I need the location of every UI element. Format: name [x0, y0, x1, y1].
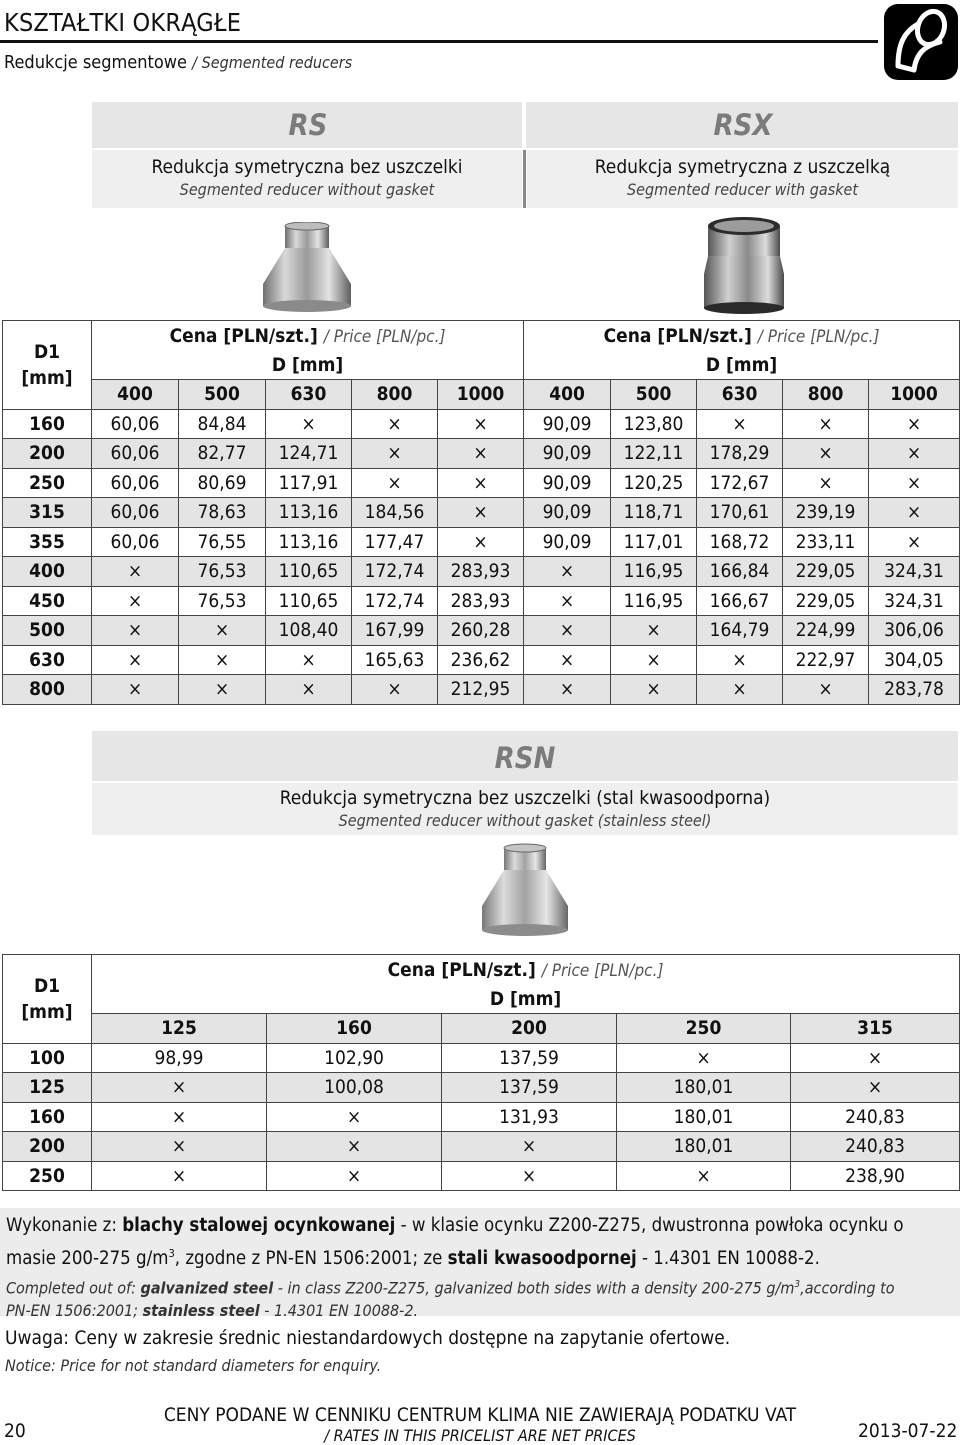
price-cell-rsx: 166,67	[697, 586, 783, 616]
column-header-rsx-1000: 1000	[869, 380, 960, 410]
price-cell-rsn: 180,01	[617, 1132, 791, 1162]
price-cell-rsx: ×	[524, 557, 611, 587]
price-cell-rsn: ×	[442, 1132, 617, 1162]
price-cell-rsn: ×	[92, 1161, 267, 1191]
d1-header-rsn	[3, 955, 92, 1044]
price-cell-rsx: ×	[697, 675, 783, 705]
price-cell-rsx: ×	[611, 675, 697, 705]
price-cell-rs: 108,40	[266, 616, 352, 646]
row-d1: 250	[3, 468, 92, 498]
price-cell-rsx: ×	[697, 645, 783, 675]
title-divider	[0, 40, 878, 43]
product-desc-rsn	[92, 783, 958, 835]
price-cell-rsx: 229,05	[783, 557, 869, 587]
price-cell-rs: 212,95	[438, 675, 524, 705]
price-cell-rs: ×	[266, 409, 352, 439]
footer-main: CENY PODANE W CENNIKU CENTRUM KLIMA NIE ZAWIERAJĄ PODATKU VAT	[163, 1404, 797, 1426]
price-header-rsn	[92, 955, 960, 985]
price-cell-rs: 60,06	[92, 439, 179, 469]
table-row	[3, 498, 960, 528]
row-d1: 400	[3, 557, 92, 587]
price-cell-rsn: ×	[791, 1073, 960, 1103]
price-cell-rsx: ×	[524, 675, 611, 705]
price-cell-rs: ×	[438, 498, 524, 528]
price-cell-rsx: 90,09	[524, 409, 611, 439]
product-desc-rs	[92, 150, 522, 208]
row-d1: 125	[3, 1073, 92, 1103]
price-cell-rsn: ×	[267, 1102, 442, 1132]
price-cell-rs: 283,93	[438, 557, 524, 587]
price-label-rs-en: / Price [PLN/pc.]	[323, 326, 446, 347]
d1-label-rsn: D1	[33, 974, 61, 997]
price-cell-rs: ×	[92, 586, 179, 616]
price-cell-rs: ×	[352, 675, 438, 705]
price-cell-rsx: ×	[783, 468, 869, 498]
price-cell-rs: 113,16	[266, 498, 352, 528]
price-label-rsx: Cena [PLN/szt.]	[603, 324, 752, 347]
footer-sub: / RATES IN THIS PRICELIST ARE NET PRICES	[324, 1426, 636, 1445]
reducer-rsn-image	[474, 842, 576, 940]
price-cell-rs: ×	[352, 439, 438, 469]
column-header-rsn-200: 200	[442, 1014, 617, 1044]
row-d1: 160	[3, 1102, 92, 1132]
table-row	[3, 675, 960, 705]
price-cell-rsx: ×	[869, 527, 960, 557]
price-cell-rsx: ×	[524, 586, 611, 616]
price-cell-rs: 165,63	[352, 645, 438, 675]
price-cell-rs: 260,28	[438, 616, 524, 646]
price-cell-rs: 76,55	[179, 527, 266, 557]
column-header-rs-800: 800	[352, 380, 438, 410]
price-cell-rs: 76,53	[179, 557, 266, 587]
price-header-rsx	[524, 321, 960, 351]
material-en-part7: - 1.4301 EN 10088-2.	[259, 1301, 419, 1321]
d1-header	[3, 321, 92, 410]
price-cell-rsn: ×	[442, 1161, 617, 1191]
price-cell-rsx: ×	[869, 439, 960, 469]
material-note-pl	[6, 1212, 954, 1273]
price-cell-rsx: ×	[611, 645, 697, 675]
material-pl-stainless: stali kwasoodpornej	[447, 1248, 637, 1270]
price-cell-rsx: 164,79	[697, 616, 783, 646]
price-cell-rs: ×	[179, 616, 266, 646]
material-en-galvanized: galvanized steel	[140, 1278, 274, 1298]
price-cell-rsx: ×	[783, 675, 869, 705]
subtitle-pl: Redukcje segmentowe	[4, 52, 188, 73]
row-d1: 800	[3, 675, 92, 705]
price-cell-rsx: ×	[783, 409, 869, 439]
row-d1: 450	[3, 586, 92, 616]
table-row	[3, 557, 960, 587]
price-cell-rsx: 306,06	[869, 616, 960, 646]
product-code-rs: RS	[288, 108, 328, 142]
material-en-part1: Completed out of:	[6, 1278, 141, 1298]
table-row	[3, 439, 960, 469]
price-cell-rsx: 324,31	[869, 586, 960, 616]
table-row	[3, 409, 960, 439]
price-cell-rs: 60,06	[92, 409, 179, 439]
price-cell-rsn: 137,59	[442, 1043, 617, 1073]
d1-label: D1	[33, 340, 61, 363]
price-cell-rs: 177,47	[352, 527, 438, 557]
price-cell-rsx: 172,67	[697, 468, 783, 498]
price-cell-rsx: 170,61	[697, 498, 783, 528]
price-cell-rs: ×	[438, 527, 524, 557]
reducer-rsx-image	[700, 210, 788, 316]
column-header-rs-1000: 1000	[438, 380, 524, 410]
price-cell-rs: 283,93	[438, 586, 524, 616]
column-header-rsn-315: 315	[791, 1014, 960, 1044]
material-pl-galvanized: blachy stalowej ocynkowanej	[122, 1215, 396, 1236]
price-cell-rs: ×	[179, 645, 266, 675]
price-cell-rsn: ×	[92, 1102, 267, 1132]
price-cell-rs: ×	[266, 645, 352, 675]
column-header-rs-500: 500	[179, 380, 266, 410]
material-pl-part5: , zgodne z PN-EN 1506:2001; ze	[174, 1248, 448, 1270]
price-cell-rsx: 283,78	[869, 675, 960, 705]
row-d1: 315	[3, 498, 92, 528]
desc-rs-pl: Redukcja symetryczna bez uszczelki	[151, 156, 463, 178]
price-cell-rsn: 100,08	[267, 1073, 442, 1103]
price-cell-rs: 78,63	[179, 498, 266, 528]
column-header-rsx-500: 500	[611, 380, 697, 410]
price-table-rsn	[2, 954, 960, 1191]
row-d1: 160	[3, 409, 92, 439]
desc-rsn-en: Segmented reducer without gasket (stainless steel)	[338, 811, 712, 830]
price-cell-rsn: ×	[267, 1132, 442, 1162]
price-cell-rs: 60,06	[92, 527, 179, 557]
price-cell-rs: ×	[179, 675, 266, 705]
d1-unit-rsn: [mm]	[21, 1000, 73, 1023]
price-cell-rsn: 240,83	[791, 1102, 960, 1132]
price-cell-rs: 76,53	[179, 586, 266, 616]
price-cell-rs: 117,91	[266, 468, 352, 498]
desc-rsn-pl: Redukcja symetryczna bez uszczelki (stal kwasoodporna)	[279, 787, 771, 809]
table-row	[3, 1161, 960, 1191]
price-cell-rsx: 90,09	[524, 468, 611, 498]
price-cell-rsx: 324,31	[869, 557, 960, 587]
product-code-rsx: RSX	[713, 108, 773, 142]
price-cell-rsn: 180,01	[617, 1073, 791, 1103]
price-cell-rsx: 229,05	[783, 586, 869, 616]
table-row	[3, 1073, 960, 1103]
table-row	[3, 1043, 960, 1073]
row-d1: 630	[3, 645, 92, 675]
row-d1: 100	[3, 1043, 92, 1073]
material-en-part5: PN-EN 1506:2001;	[6, 1301, 143, 1321]
price-cell-rsx: 222,97	[783, 645, 869, 675]
table-row	[3, 616, 960, 646]
material-en-stainless: stainless steel	[142, 1301, 260, 1321]
price-cell-rsn: 180,01	[617, 1102, 791, 1132]
duct-fitting-icon	[884, 4, 958, 80]
price-cell-rsx: 118,71	[611, 498, 697, 528]
price-cell-rsn: ×	[92, 1132, 267, 1162]
price-cell-rs: 60,06	[92, 498, 179, 528]
material-en-part3: - in class Z200-Z275, galvanized both sides with a density 200-275 g/m	[273, 1278, 795, 1298]
price-header-rs	[92, 321, 524, 351]
price-cell-rsx: 233,11	[783, 527, 869, 557]
column-header-rsn-125: 125	[92, 1014, 267, 1044]
material-en-part4: ,according to	[800, 1278, 895, 1298]
price-cell-rs: 172,74	[352, 557, 438, 587]
price-cell-rs: 124,71	[266, 439, 352, 469]
price-cell-rs: ×	[92, 616, 179, 646]
price-cell-rs: ×	[438, 439, 524, 469]
price-cell-rsn: 137,59	[442, 1073, 617, 1103]
price-label-rsn: Cena [PLN/szt.]	[387, 958, 536, 981]
price-cell-rsn: ×	[617, 1043, 791, 1073]
table-row	[3, 645, 960, 675]
price-cell-rsx: 116,95	[611, 557, 697, 587]
price-cell-rs: ×	[92, 675, 179, 705]
d1-unit: [mm]	[21, 366, 73, 389]
price-cell-rsx: ×	[697, 409, 783, 439]
price-cell-rs: ×	[438, 468, 524, 498]
table-row	[3, 1102, 960, 1132]
price-cell-rsx: ×	[869, 468, 960, 498]
price-cell-rsn: 240,83	[791, 1132, 960, 1162]
page-number: 20	[4, 1420, 26, 1442]
price-cell-rs: 60,06	[92, 468, 179, 498]
page-subtitle	[4, 52, 352, 73]
material-pl-part1: Wykonanie z:	[6, 1215, 123, 1236]
price-cell-rsx: 90,09	[524, 527, 611, 557]
d-header-rs: D [mm]	[92, 350, 524, 380]
price-cell-rs: ×	[352, 409, 438, 439]
row-d1: 200	[3, 1132, 92, 1162]
price-cell-rs: 172,74	[352, 586, 438, 616]
table-row	[3, 586, 960, 616]
row-d1: 200	[3, 439, 92, 469]
price-table-rs-rsx	[2, 320, 960, 705]
product-desc-rsx	[527, 150, 958, 208]
price-cell-rs: 110,65	[266, 586, 352, 616]
price-cell-rs: 184,56	[352, 498, 438, 528]
price-cell-rsx: ×	[611, 616, 697, 646]
notice-pl: Uwaga: Ceny w zakresie średnic niestandardowych dostępne na zapytanie ofertowe.	[5, 1327, 731, 1349]
price-cell-rs: ×	[352, 468, 438, 498]
price-cell-rsx: 122,11	[611, 439, 697, 469]
price-label-rs: Cena [PLN/szt.]	[169, 324, 318, 347]
material-pl-part3: - w klasie ocynku Z200-Z275, dwustronna powłoka ocynku o	[395, 1215, 904, 1236]
notice	[5, 1324, 730, 1377]
price-cell-rsn: ×	[791, 1043, 960, 1073]
price-cell-rsn: 102,90	[267, 1043, 442, 1073]
price-cell-rs: ×	[92, 645, 179, 675]
price-cell-rsx: 168,72	[697, 527, 783, 557]
material-pl-part4: masie 200-275 g/m	[6, 1248, 169, 1270]
price-cell-rsx: 120,25	[611, 468, 697, 498]
price-cell-rs: 113,16	[266, 527, 352, 557]
row-d1: 500	[3, 616, 92, 646]
price-cell-rsn: 238,90	[791, 1161, 960, 1191]
price-cell-rsn: ×	[92, 1073, 267, 1103]
price-cell-rs: 80,69	[179, 468, 266, 498]
desc-rsx-pl: Redukcja symetryczna z uszczelką	[594, 156, 891, 178]
column-header-rsx-800: 800	[783, 380, 869, 410]
price-cell-rs: 236,62	[438, 645, 524, 675]
price-cell-rsx: 224,99	[783, 616, 869, 646]
price-cell-rs: 82,77	[179, 439, 266, 469]
price-cell-rsx: 304,05	[869, 645, 960, 675]
page-title: KSZTAŁTKI OKRĄGŁE	[4, 8, 242, 37]
material-pl-sup: 3	[168, 1247, 175, 1260]
column-header-rs-630: 630	[266, 380, 352, 410]
material-note-en	[6, 1273, 954, 1322]
column-header-rsx-400: 400	[524, 380, 611, 410]
d-header-rsn: D [mm]	[92, 984, 960, 1014]
price-cell-rsx: ×	[783, 439, 869, 469]
price-cell-rs: 167,99	[352, 616, 438, 646]
price-label-rsn-en: / Price [PLN/pc.]	[541, 960, 664, 981]
footer-vat-note	[0, 1404, 960, 1445]
price-cell-rsx: 90,09	[524, 439, 611, 469]
column-header-rsn-160: 160	[267, 1014, 442, 1044]
price-cell-rsn: 131,93	[442, 1102, 617, 1132]
reducer-rs-image	[255, 222, 359, 314]
column-header-rs-400: 400	[92, 380, 179, 410]
price-cell-rsn: 98,99	[92, 1043, 267, 1073]
material-pl-part7: - 1.4301 EN 10088-2.	[636, 1248, 820, 1270]
table-row	[3, 1132, 960, 1162]
price-cell-rsx: 90,09	[524, 498, 611, 528]
price-cell-rs: ×	[438, 409, 524, 439]
price-cell-rsn: ×	[267, 1161, 442, 1191]
subtitle-en: / Segmented reducers	[192, 53, 353, 72]
row-d1: 355	[3, 527, 92, 557]
price-cell-rsn: ×	[617, 1161, 791, 1191]
desc-rsx-en: Segmented reducer with gasket	[626, 180, 859, 199]
price-cell-rs: ×	[266, 675, 352, 705]
table-row	[3, 468, 960, 498]
price-cell-rs: ×	[92, 557, 179, 587]
row-d1: 250	[3, 1161, 92, 1191]
price-label-rsx-en: / Price [PLN/pc.]	[757, 326, 880, 347]
price-cell-rsx: ×	[524, 616, 611, 646]
price-cell-rs: 84,84	[179, 409, 266, 439]
footer-date: 2013-07-22	[858, 1420, 958, 1442]
column-header-rsx-630: 630	[697, 380, 783, 410]
price-cell-rsx: 239,19	[783, 498, 869, 528]
column-header-rsn-250: 250	[617, 1014, 791, 1044]
d-header-rsx: D [mm]	[524, 350, 960, 380]
table-row	[3, 527, 960, 557]
price-cell-rsx: 178,29	[697, 439, 783, 469]
column-divider-line	[523, 150, 526, 208]
product-code-rsn: RSN	[494, 741, 556, 775]
price-cell-rsx: 123,80	[611, 409, 697, 439]
price-cell-rs: 110,65	[266, 557, 352, 587]
price-cell-rsx: ×	[869, 498, 960, 528]
material-note	[0, 1208, 960, 1321]
desc-rs-en: Segmented reducer without gasket	[179, 180, 435, 199]
material-en-sup: 3	[794, 1279, 801, 1291]
notice-en: Notice: Price for not standard diameters for enquiry.	[5, 1356, 382, 1375]
price-cell-rsx: 117,01	[611, 527, 697, 557]
price-cell-rsx: ×	[524, 645, 611, 675]
price-cell-rsx: 116,95	[611, 586, 697, 616]
price-cell-rsx: ×	[869, 409, 960, 439]
price-cell-rsx: 166,84	[697, 557, 783, 587]
